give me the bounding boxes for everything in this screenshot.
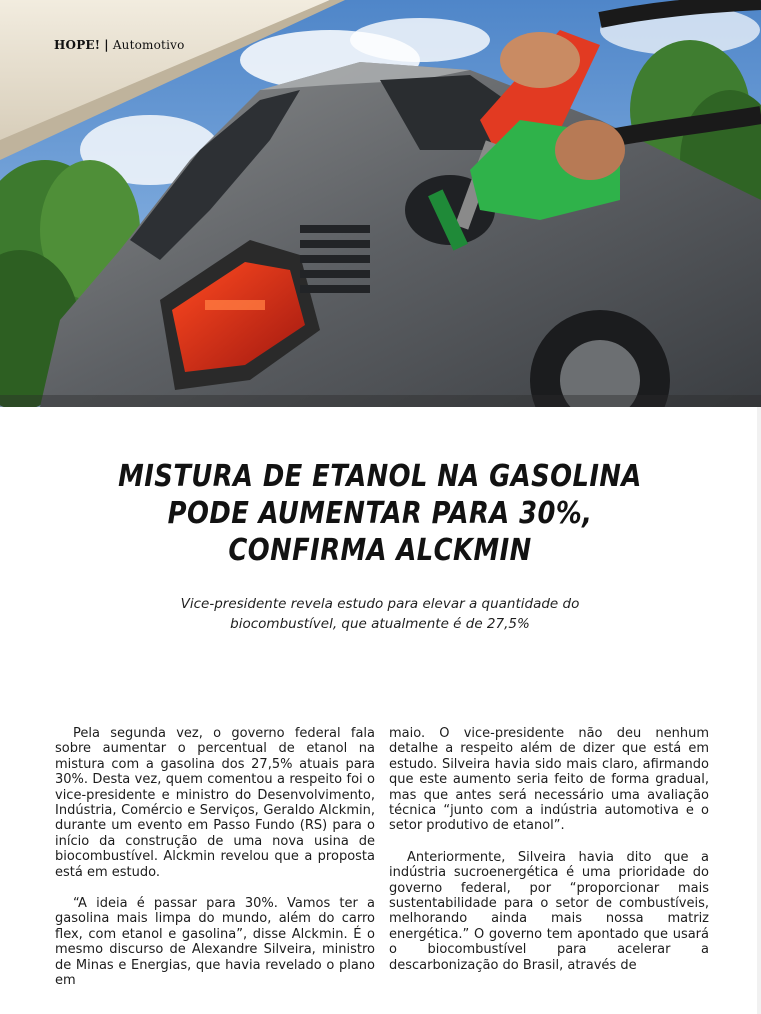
tag-separator: | bbox=[104, 38, 109, 52]
article-column-right bbox=[389, 726, 709, 989]
paragraph: “A ideia é passar para 30%. Vamos ter a gasolina mais limpa do mundo, além do carro flex, com etanol e gasolina”, disse Alckmin. É o mesmo discurso de Alexandre Silveira, ministro de Minas e Energias, que havia revelado o plano em bbox=[55, 896, 375, 989]
paragraph: Pela segunda vez, o governo federal fala sobre aumentar o percentual de etanol na mistura com a gasolina dos 27,5% atuais para 30%. Desta vez, quem comentou a respeito foi o vice-presidente e ministro do Desenvolvimento, Indústria, Comércio e Serviços, Geraldo Alckmin, durante um evento em Passo Fundo (RS) para o início da construção de uma nova usina de biocombustível. Alckmin revelou que a proposta está em estudo. bbox=[55, 726, 375, 880]
section-tag bbox=[54, 38, 185, 52]
article-headline: MISTURA DE ETANOL NA GASOLINA PODE AUMENTAR PARA 30%, CONFIRMA ALCKMIN bbox=[118, 459, 642, 568]
paragraph: Anteriormente, Silveira havia dito que a indústria sucroenergética é uma prioridade do governo federal, por “proporcionar mais sustentabilidade para o setor de combustíveis, melhorando ainda mais nossa matriz energética.” O governo tem apontado que usará o biocombustível para acelerar a descarbonização do Brasil, através de bbox=[389, 849, 709, 973]
magazine-brand: HOPE! bbox=[54, 38, 101, 52]
article-subtitle: Vice-presidente revela estudo para elevar a quantidade do biocombustível, que atualmente é de 27,5% bbox=[180, 596, 580, 632]
section-name: Automotivo bbox=[112, 38, 185, 52]
hero-image bbox=[0, 0, 761, 407]
article-column-left bbox=[55, 726, 375, 1005]
paragraph: maio. O vice-presidente não deu nenhum detalhe a respeito além de dizer que está em estudo. Silveira havia sido mais claro, afirmando que este aumento seria feito de forma gradual, mas que antes será necessário uma avaliação técnica “junto com a indústria automotiva e o setor produtivo de etanol”. bbox=[389, 726, 709, 834]
page-edge-rule bbox=[757, 407, 761, 1014]
